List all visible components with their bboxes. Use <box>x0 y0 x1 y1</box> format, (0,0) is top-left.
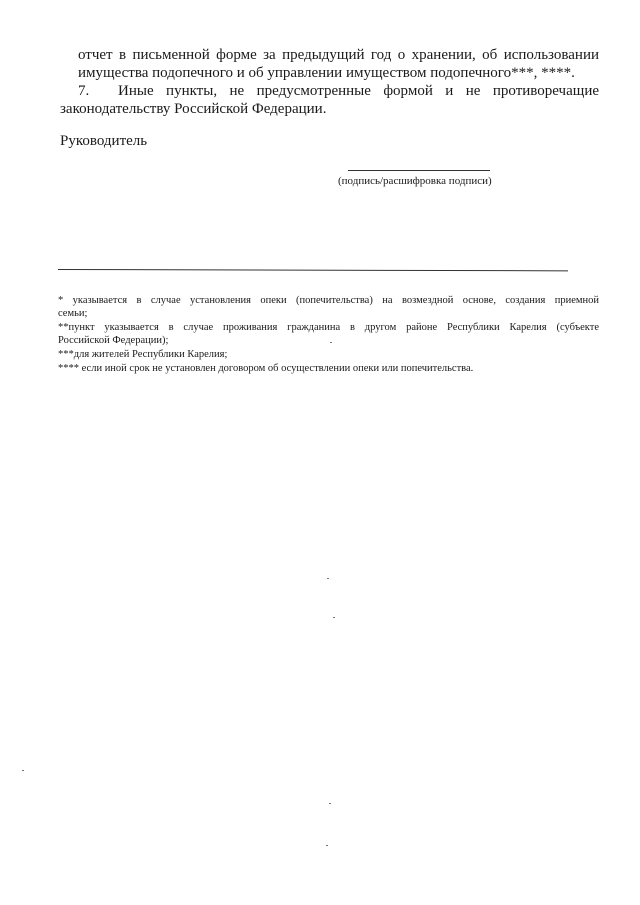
scan-speck <box>329 803 331 804</box>
body-line-4: законодательству Российской Федерации. <box>60 101 327 117</box>
signature-role: Руководитель <box>60 133 148 149</box>
signature-line <box>348 170 490 171</box>
footnote-3: ***для жителей Республики Карелия; <box>58 349 228 360</box>
signature-caption: (подпись/расшифровка подписи) <box>338 175 492 187</box>
item-7-number: 7. <box>78 83 90 99</box>
footnote-1-line-2: семьи; <box>58 308 88 319</box>
scan-speck <box>326 845 328 846</box>
body-line-2: имущества подопечного и об управлении имуществом подопечного***, ****. <box>78 65 575 81</box>
footnote-4: **** если иной срок не установлен договором об осуществлении опеки или попечительства. <box>58 363 474 374</box>
item-7-text: Иные пункты, не предусмотренные формой и не противоречащие <box>118 83 599 99</box>
footnote-separator <box>58 269 568 271</box>
item-7 <box>78 83 599 100</box>
footnote-2-line-2: Российской Федерации); <box>58 335 169 346</box>
footnote-2-line-1: **пункт указывается в случае проживания гражданина в другом районе Республики Карелия (субъекте <box>58 322 599 333</box>
scan-speck <box>330 342 332 343</box>
scan-speck <box>327 578 329 579</box>
footnote-1-line-1: * указывается в случае установления опеки (попечительства) на возмездной основе, создания приемной <box>58 295 599 306</box>
scan-speck <box>333 617 335 618</box>
scan-speck <box>22 770 24 771</box>
body-line-1: отчет в письменной форме за предыдущий год о хранении, об использовании <box>78 47 599 63</box>
